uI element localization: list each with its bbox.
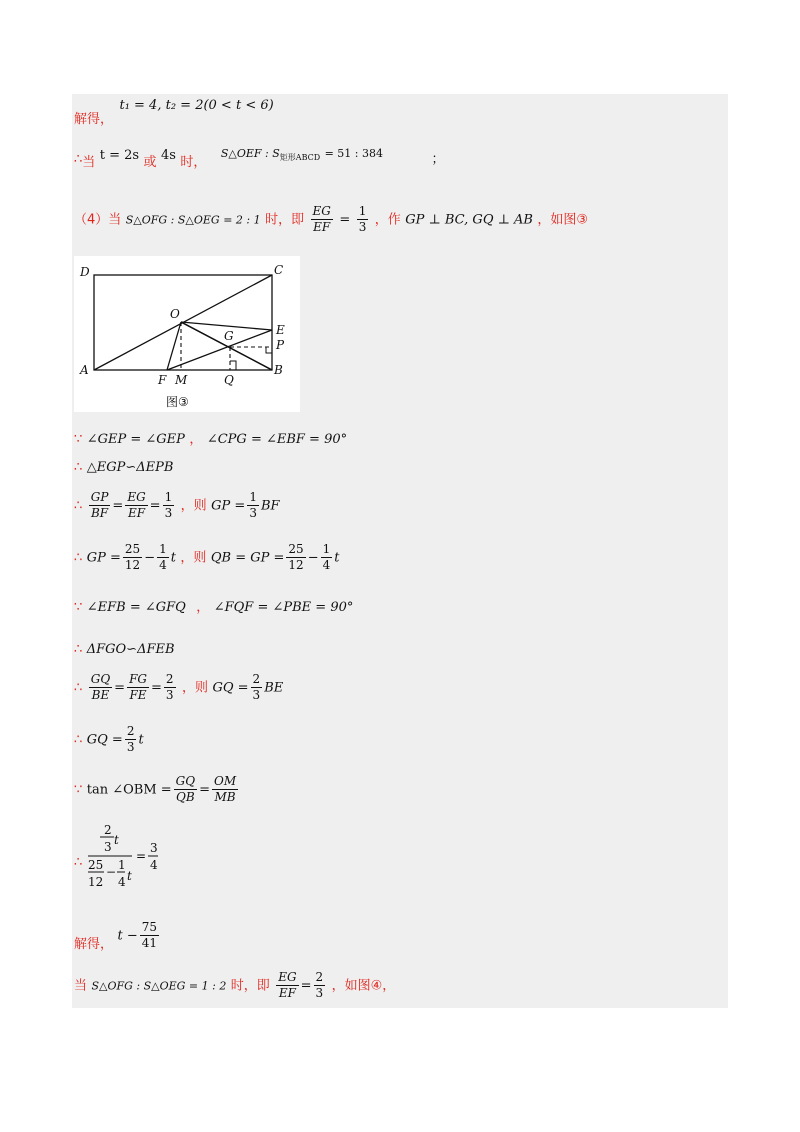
line-gp-value: ∴ GP = $\frac{25}{12}$ − $\frac{1}{4}$ t ，则 QB = GP = $\frac{25}{12}$ − $\frac{1}{4}$ t bbox=[74, 542, 340, 572]
svg-text:∴: ∴ bbox=[74, 855, 83, 870]
line-equation bbox=[74, 824, 194, 898]
svg-text:−: − bbox=[106, 865, 117, 879]
svg-text:1: 1 bbox=[118, 858, 126, 872]
right-angle-q bbox=[230, 361, 236, 370]
line-tan: ∵ tan ∠OBM = $\frac{GQ}{QB}$ = $\frac{OM}{MB}$ bbox=[74, 774, 237, 804]
line-similar-2: ∴ ΔFGO∽ΔFEB bbox=[74, 642, 175, 657]
label-e: E bbox=[276, 323, 285, 337]
label-c: C bbox=[274, 263, 284, 277]
geometry-diagram bbox=[74, 256, 300, 412]
label-g: G bbox=[224, 329, 234, 343]
label-m: M bbox=[175, 373, 188, 387]
line-case-4: （4）当 S△OFG : S△OEG = 2 : 1 时，即 $\frac{EG}{EF}$ = $\frac{1}{3}$ ，作 GP ⊥ BC, GQ ⊥ AB ，如图③ bbox=[74, 204, 589, 234]
svg-text:2: 2 bbox=[104, 824, 112, 837]
line-conclusion-1: ∴当 t = 2s 或 4s 时， $^{S\triangle OEF : S矩形ABCD}$ $^{= 51 : 384}$ ； bbox=[74, 147, 445, 170]
right-angle-p bbox=[266, 347, 272, 353]
label-o: O bbox=[170, 307, 180, 321]
svg-text:t: t bbox=[127, 869, 132, 883]
svg-text:3: 3 bbox=[104, 840, 112, 854]
svg-text:25: 25 bbox=[88, 858, 104, 872]
label-b: B bbox=[274, 363, 283, 377]
line-case-5: 当 S△OFG : S△OEG = 1 : 2 时，即 $\frac{EG}{EF}$ = $\frac{2}{3}$ ，如图④， bbox=[74, 970, 396, 1000]
svg-text:3: 3 bbox=[150, 841, 158, 855]
line-solve-1: 解得， t₁ = 4, t₂ = 2(0 < t < 6) bbox=[74, 98, 274, 127]
fraction-one-third: $\frac{1}{3}$ bbox=[358, 204, 367, 234]
svg-text:12: 12 bbox=[88, 875, 104, 889]
label-q: Q bbox=[224, 373, 234, 387]
svg-text:4: 4 bbox=[118, 875, 126, 889]
compound-fraction bbox=[74, 824, 194, 894]
svg-text:4: 4 bbox=[150, 858, 158, 872]
label-d: D bbox=[80, 265, 90, 279]
label-a: A bbox=[80, 363, 89, 377]
line-solve-2: 解得， t − $\frac{75}{41}$ bbox=[74, 920, 157, 952]
line-similar-1: ∴ △EGP∽ΔEPB bbox=[74, 460, 174, 475]
figure-3 bbox=[74, 256, 300, 412]
fraction-eg-ef: $\frac{EG}{EF}$ bbox=[312, 204, 331, 234]
figure-caption: 图③ bbox=[166, 395, 189, 409]
line-ratio-gq: ∴ $\frac{GQ}{BE}$ = $\frac{FG}{FE}$ = $\frac{2}{3}$ ，则 GQ = $\frac{2}{3}$ BE bbox=[74, 672, 284, 702]
line-ratio-gp: ∴ $\frac{GP}{BF}$ = $\frac{EG}{EF}$ = $\frac{1}{3}$ ，则 GP = $\frac{1}{3}$ BF bbox=[74, 490, 280, 520]
segment-fe bbox=[167, 330, 272, 370]
svg-text:=: = bbox=[136, 849, 147, 863]
line-gq-value: ∴ GQ = $\frac{2}{3}$ t bbox=[74, 724, 144, 754]
label-p: P bbox=[276, 338, 285, 352]
label-f: F bbox=[158, 373, 167, 387]
line-because-1: ∵ ∠GEP = ∠GEP ， ∠CPG = ∠EBF = 90° bbox=[74, 432, 348, 447]
line-because-2: ∵ ∠EFB = ∠GFQ ， ∠FQF = ∠PBE = 90° bbox=[74, 600, 354, 615]
svg-text:t: t bbox=[114, 833, 119, 847]
